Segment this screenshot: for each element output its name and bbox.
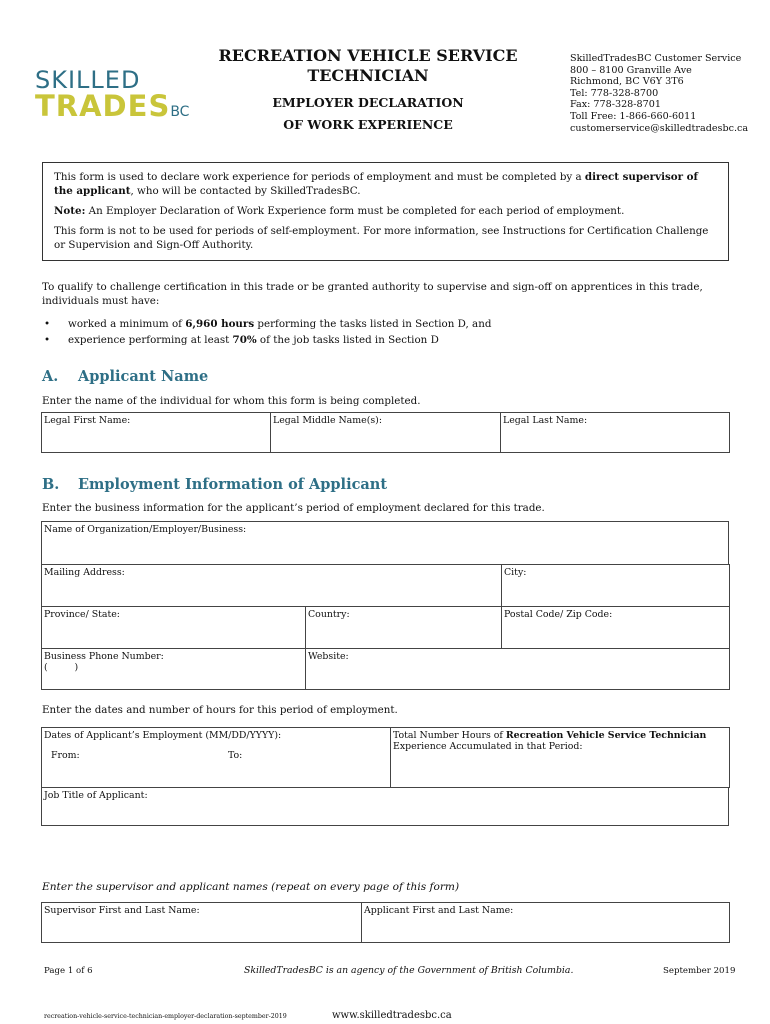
qualify-intro: To qualify to challenge certification in this trade or be granted authority to supervise and sign-off on apprentices in this trade, individuals must have: bbox=[42, 281, 703, 307]
contact-fax: Fax: 778-328-8701 bbox=[570, 99, 661, 111]
notice-p3: This form is not to be used for periods of self-employment. For more information, see Instructions for Certification Challenge or Supervision and Sign-Off Authority. bbox=[54, 225, 709, 251]
employer-region-table bbox=[41, 606, 730, 649]
logo-line1: SKILLED bbox=[35, 66, 141, 94]
skilledtradesbc-logo bbox=[35, 66, 190, 123]
logo-suffix: BC bbox=[170, 104, 190, 120]
legal-first-name-field[interactable]: Legal First Name: bbox=[42, 413, 271, 453]
employer-contact-table bbox=[41, 648, 730, 690]
names-table bbox=[41, 902, 730, 943]
notice-box bbox=[42, 162, 729, 261]
country-field[interactable]: Country: bbox=[306, 607, 502, 649]
page-number: Page 1 of 6 bbox=[44, 966, 93, 976]
mailing-address-field[interactable]: Mailing Address: bbox=[42, 565, 502, 607]
contact-address2: Richmond, BC V6Y 3T6 bbox=[570, 76, 684, 88]
contact-tollfree: Toll Free: 1-866-660-6011 bbox=[570, 110, 697, 122]
postal-code-field[interactable]: Postal Code/ Zip Code: bbox=[502, 607, 730, 649]
logo-line2: TRADES bbox=[35, 89, 171, 123]
notice-note: Note: An Employer Declaration of Work Experience form must be completed for each period of employment. bbox=[54, 205, 625, 217]
qualify-bullets bbox=[42, 316, 732, 348]
legal-last-name-field[interactable]: Legal Last Name: bbox=[501, 413, 730, 453]
contact-tel: Tel: 778-328-8700 bbox=[570, 87, 659, 99]
footer-filename: recreation-vehicle-service-technician-employer-declaration-september-2019 bbox=[44, 1013, 287, 1020]
employer-org-table bbox=[41, 521, 729, 565]
section-b-heading: B. Employment Information of Applicant bbox=[42, 476, 388, 493]
contact-block bbox=[570, 53, 765, 134]
business-phone-field[interactable]: Business Phone Number: ( ) bbox=[42, 649, 306, 690]
subtitle-line2: OF WORK EXPERIENCE bbox=[283, 117, 453, 132]
employer-address-table bbox=[41, 564, 730, 607]
names-instruction: Enter the supervisor and applicant names (repeat on every page of this form) bbox=[42, 881, 460, 893]
section-b-instruction: Enter the business information for the applicant’s period of employment declared for this trade. bbox=[42, 502, 545, 514]
phone-area-code: ( ) bbox=[44, 662, 79, 673]
contact-email[interactable]: customerservice@skilledtradesbc.ca bbox=[570, 122, 749, 134]
employment-dates-table bbox=[41, 727, 730, 788]
title-line2: TECHNICIAN bbox=[307, 66, 429, 85]
employment-dates-field[interactable]: Dates of Applicant’s Employment (MM/DD/YYYY): From: To: bbox=[42, 728, 391, 788]
dates-instruction: Enter the dates and number of hours for this period of employment. bbox=[42, 704, 398, 716]
applicant-name-table bbox=[41, 412, 730, 453]
footer-date: September 2019 bbox=[663, 966, 736, 976]
organization-name-field[interactable]: Name of Organization/Employer/Business: bbox=[42, 522, 729, 565]
applicant-name-field[interactable]: Applicant First and Last Name: bbox=[362, 903, 730, 943]
section-a-heading: A. Applicant Name bbox=[42, 368, 209, 385]
website-field[interactable]: Website: bbox=[306, 649, 730, 690]
section-a-instruction: Enter the name of the individual for whom this form is being completed. bbox=[42, 395, 421, 407]
bullet-hours: • worked a minimum of 6,960 hours performing the tasks listed in Section D, and bbox=[42, 316, 732, 332]
province-field[interactable]: Province/ State: bbox=[42, 607, 306, 649]
supervisor-name-field[interactable]: Supervisor First and Last Name: bbox=[42, 903, 362, 943]
agency-statement: SkilledTradesBC is an agency of the Government of British Columbia. bbox=[244, 965, 574, 976]
contact-org: SkilledTradesBC Customer Service bbox=[570, 53, 742, 64]
to-date-label: To: bbox=[228, 750, 243, 761]
contact-address1: 800 – 8100 Granville Ave bbox=[570, 64, 692, 76]
footer-website[interactable]: www.skilledtradesbc.ca bbox=[332, 1010, 452, 1021]
total-hours-field[interactable]: Total Number Hours of Recreation Vehicle Service Technician Experience Accumulated in that Period: bbox=[391, 728, 730, 788]
job-title-table bbox=[41, 787, 729, 826]
city-field[interactable]: City: bbox=[502, 565, 730, 607]
notice-p1: This form is used to declare work experience for periods of employment and must be completed by a direct supervisor of the applicant, who will be contacted by SkilledTradesBC. bbox=[54, 171, 698, 197]
title-line1: RECREATION VEHICLE SERVICE bbox=[218, 46, 518, 65]
job-title-field[interactable]: Job Title of Applicant: bbox=[42, 788, 729, 826]
bullet-tasks: • experience performing at least 70% of the job tasks listed in Section D bbox=[42, 332, 732, 348]
legal-middle-name-field[interactable]: Legal Middle Name(s): bbox=[271, 413, 501, 453]
form-title bbox=[218, 46, 518, 136]
subtitle-line1: EMPLOYER DECLARATION bbox=[272, 95, 464, 110]
from-date-label: From: bbox=[51, 750, 80, 761]
